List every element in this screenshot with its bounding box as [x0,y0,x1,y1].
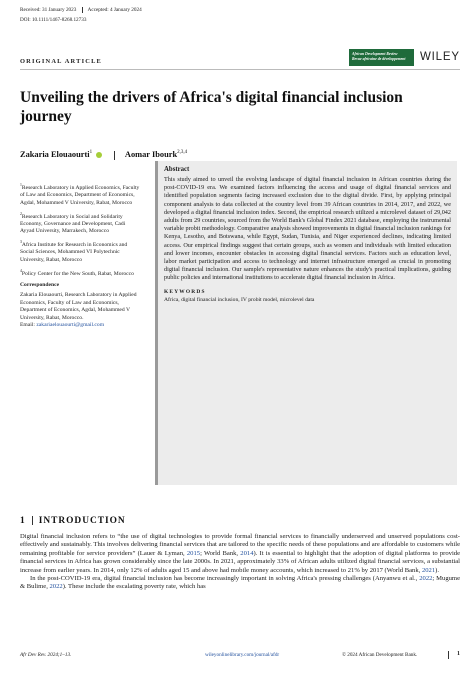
text-run: ; World Bank, [200,549,241,557]
correspondence-text: Zakaria Elouaourti, Research Laboratory in Applied Economics, Faculty of Law and Economics, Department of Economics, Agdal, Mohammed V University, Rabat, Morocco. [20,292,137,321]
affiliation [20,211,140,236]
header-separator [82,7,83,13]
journal-badge[interactable] [349,49,414,66]
author-affil-sup: 1 [89,150,93,156]
journal-url[interactable]: wileyonlinelibrary.com/journal/afdr [205,652,280,658]
affiliation-sup: 3 [20,240,22,245]
paragraph [20,575,460,592]
abstract-heading: Abstract [164,166,190,173]
affiliation-sup: 2 [20,211,22,216]
text-run: In the post-COVID-19 era, digital financial inclusion has become increasingly important in solving Africa's pressing challenges (Anyanwu et al., [30,575,420,583]
orcid-icon[interactable] [96,152,102,158]
email-label: Email: [20,322,37,329]
citation-link[interactable]: 2021 [421,566,436,574]
section-title: INTRODUCTION [38,516,126,526]
affiliation-text: Policy Center for the New South, Rabat, Morocco [21,270,134,277]
affiliations-column [20,182,140,329]
article-type: ORIGINAL ARTICLE [20,58,103,65]
author-affil-sup: 2,3,4 [177,150,188,156]
header-rule [20,69,460,70]
affiliation [20,239,140,264]
affiliation-sup: 4 [20,268,22,273]
affiliation-text: Research Laboratory in Social and Solidarity Economy, Governance and Development, Cadi Ayyad University, Marrakech, Morocco [20,213,126,235]
text-run: Digital financial inclusion refers to “the use of digital technologies to provide formal financial services to financially underserved and unserved populations cost-effectively and sustainably. This involves delivering financial services that are tailored to the specific needs of these populations and are affordable to customers while remaining profitable for service providers” (Lauer & Lyman, [20,533,460,557]
publisher-logo[interactable]: WILEY [420,51,460,63]
text-run: ; Mugume & Bulime, [20,575,460,591]
page-number: 1 [457,651,460,657]
affiliation-sup: 1 [20,183,22,187]
affiliation [20,268,140,278]
text-run: ). [435,566,439,574]
copyright: © 2024 African Development Bank. [342,652,418,658]
section-separator [32,516,33,525]
author-separator [114,151,115,160]
keywords-text: Africa, digital financial inclusion, IV probit model, microlevel data [164,296,315,303]
author-name[interactable]: Zakaria Elouaourti [20,150,90,159]
section-number: 1 [20,516,26,526]
abstract-text: This study aimed to unveil the evolving landscape of digital financial inclusion in African countries during the post-COVID-19 era. We examined factors influencing the access and usage of digital financial services and identified population segments facing increased exclusion due to the digital divide. First, by applying principal component analysis to data collected at the country level from 39 African countries in 2014, 2017, and 2022, we developed a digital financial inclusion index. Second, the empirical research utilized a microlevel dataset of 29,042 adults from 29 countries, sourced from the World Bank's Global Findex 2021 database, employing the instrumental variable probit methodology. Comparative analysis showed improvements in digital financial inclusion rankings for Kenya, Lesotho, and Botswana, while Egypt, Sudan, Tunisia, and Niger experienced declines, indicating limited access. Our empirical findings suggest that certain groups, such as women and individuals with limited education and lower incomes, encounter obstacles in accessing digital financial services. Factors such as education level, labor market participation and access to technology and internet infrastructure emerged as crucial in promoting digital financial inclusion. Our sample's representative nature enhances the study's practical implications, guiding public policies and international institutions to accelerate digital financial inclusion in Africa. [164,176,451,282]
author-line [20,150,187,160]
footer-separator [448,651,449,659]
article-title: Unveiling the drivers of Africa's digital financial inclusion journey [20,89,403,125]
text-run: ). These include the escalating poverty rate, which has [62,583,206,591]
journal-citation: Afr Dev Rev. 2024;1–13. [20,652,72,658]
body-text [20,533,460,592]
correspondence-block [20,292,140,329]
affiliation [20,182,140,207]
received-date: Received: 31 January 2023 [20,7,77,13]
paragraph [20,533,460,575]
citation-link[interactable]: 2015 [186,549,201,557]
accepted-date: Accepted: 4 January 2024 [87,7,142,13]
citation-link[interactable]: 2022 [49,583,63,591]
text-run: ). It is essential to highlight that the adoption of digital platforms to provide financial services in Africa has grown considerably since the late 2000s. In 2021, approximately 33% of African adults utilized digital financial services, a substantial increase from earlier years. In 2014, only 12% of adults aged 15 and above had mobile money accounts, which increased to 21% by 2017 (World Bank, [20,549,460,574]
affiliation-text: Africa Institute for Research in Economics and Social Sciences, Mohammed VI Polytechnic University, Rabat, Morocco [20,242,128,263]
email-link[interactable]: zakariaelouaourti@gmail.com [36,322,105,329]
author-name[interactable]: Aomar Ibourk [124,150,178,159]
abstract-box [155,161,457,485]
section-heading [20,516,126,526]
doi[interactable]: DOI: 10.1111/1467-8268.12733 [20,17,87,23]
citation-link[interactable]: 2014 [240,549,254,557]
keywords-heading: KEYWORDS [164,288,206,295]
citation-link[interactable]: 2022 [419,575,433,583]
journal-badge-line2: Revue africaine de développement [352,56,406,61]
correspondence-heading: Correspondence [20,281,60,288]
journal-badge-line1: African Development Review [352,52,398,56]
received-accepted-line [20,6,142,14]
affiliation-text: Research Laboratory in Applied Economics, Faculty of Law and Economics, Department of Economics, Agdal, Mohammed V University, Rabat, Morocco [20,184,140,206]
